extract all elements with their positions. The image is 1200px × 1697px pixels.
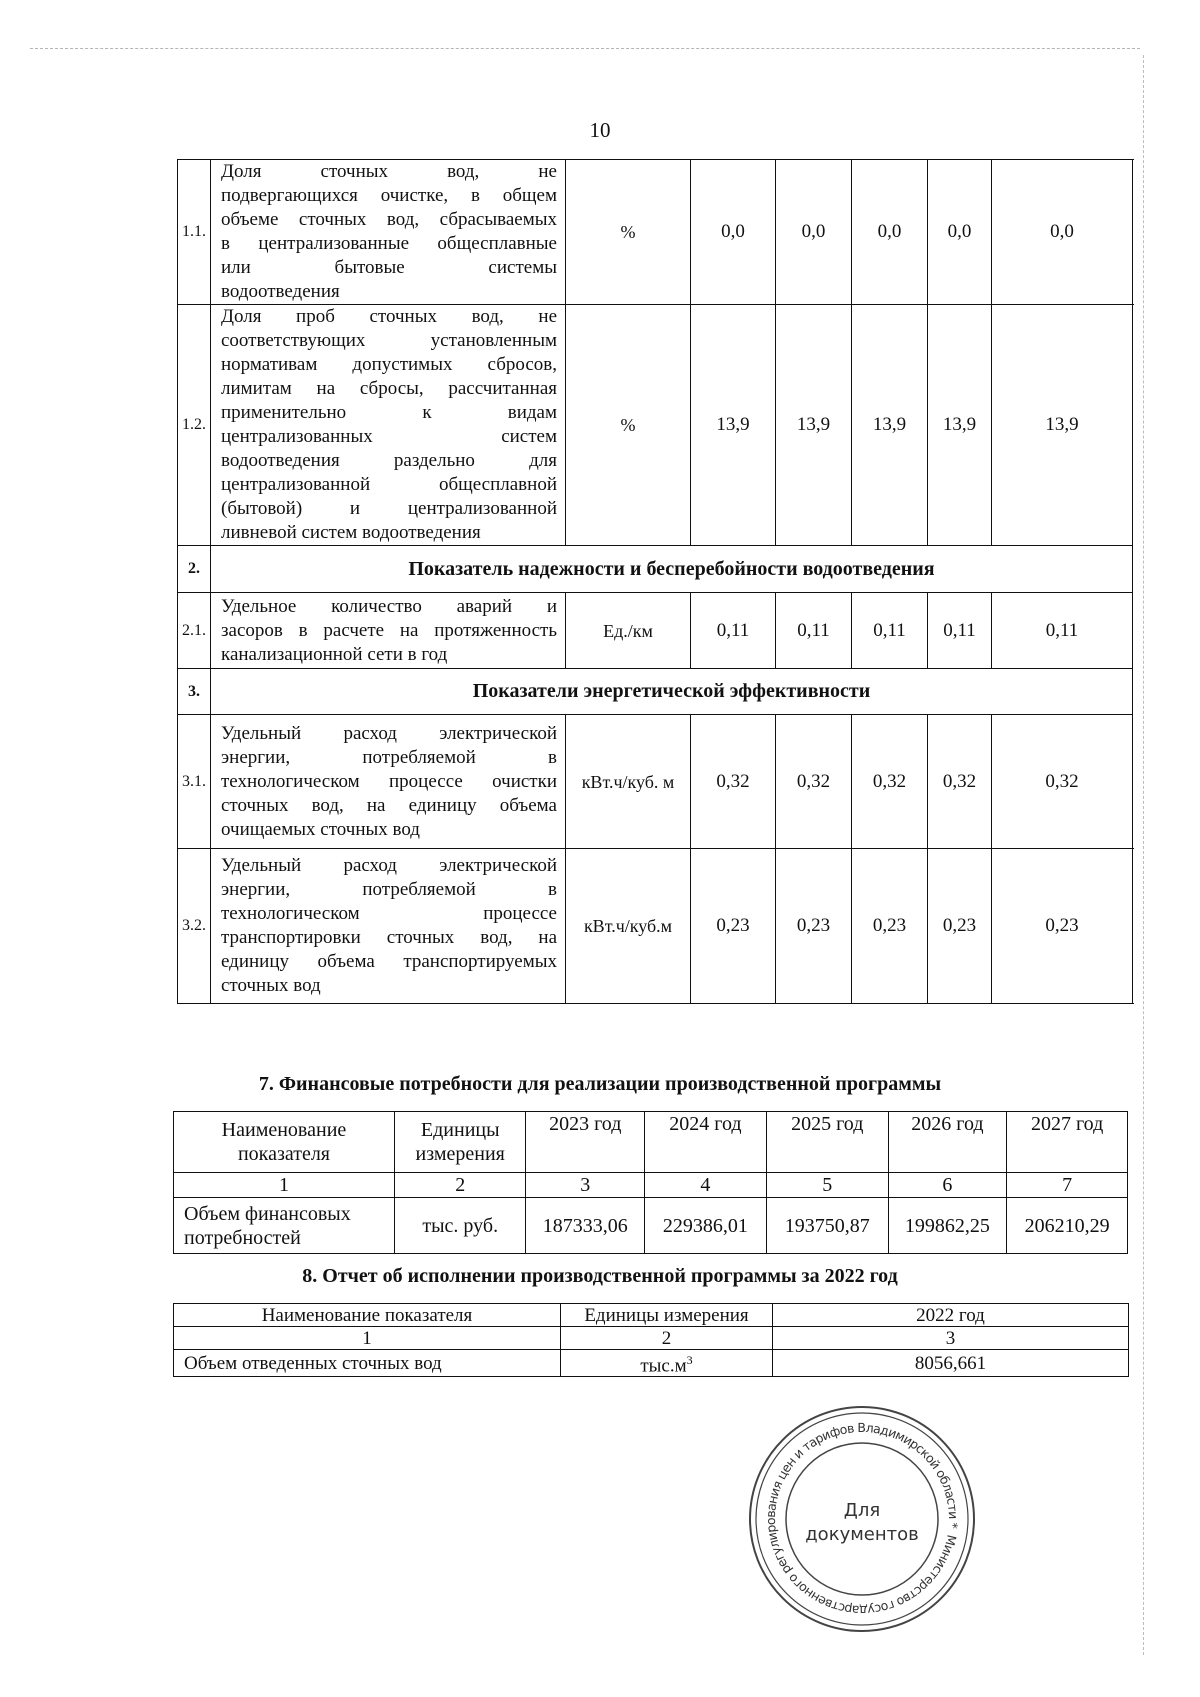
year-value: 0,11 bbox=[691, 593, 776, 669]
indicator-row bbox=[178, 160, 1133, 305]
finance-header-row bbox=[174, 1112, 1128, 1173]
section-row bbox=[178, 669, 1133, 715]
row-number: 3.2. bbox=[178, 849, 211, 1004]
row-number: 1.2. bbox=[178, 305, 211, 546]
year-value: 13,9 bbox=[691, 305, 776, 546]
description-line: единицу объема транспортируемых bbox=[221, 951, 557, 972]
description-line: канализационной сети в год bbox=[221, 643, 448, 665]
year-value: 193750,87 bbox=[766, 1198, 888, 1254]
header-cell: Наименование показателя bbox=[174, 1112, 395, 1173]
column-number: 4 bbox=[645, 1173, 767, 1198]
indicator-row bbox=[178, 715, 1133, 849]
year-value: 13,9 bbox=[992, 305, 1133, 546]
indicator-description bbox=[211, 849, 566, 1004]
year-value: 0,11 bbox=[852, 593, 928, 669]
description-line: лимитам на сбросы, рассчитанная bbox=[221, 378, 557, 399]
year-value: 13,9 bbox=[776, 305, 852, 546]
description-line: Удельный расход электрической bbox=[221, 855, 557, 876]
description-line: водоотведения раздельно для bbox=[221, 450, 557, 471]
description-line: очищаемых сточных вод bbox=[221, 818, 420, 840]
year-value: 0,23 bbox=[691, 849, 776, 1004]
row-value: 8056,661 bbox=[773, 1350, 1129, 1377]
column-number: 5 bbox=[766, 1173, 888, 1198]
indicator-row bbox=[178, 593, 1133, 669]
year-value: 0,23 bbox=[776, 849, 852, 1004]
header-cell: Наименование показателя bbox=[174, 1304, 561, 1327]
description-line: энергии, потребляемой в bbox=[221, 746, 557, 768]
description-line: Доля сточных вод, не bbox=[221, 161, 557, 182]
report-table bbox=[173, 1303, 1129, 1377]
indicators-table bbox=[177, 159, 1133, 1004]
year-value: 0,32 bbox=[852, 715, 928, 849]
year-value: 0,11 bbox=[928, 593, 992, 669]
indicator-description bbox=[211, 715, 566, 849]
description-line: сточных вод bbox=[221, 975, 321, 996]
year-value: 0,0 bbox=[852, 160, 928, 305]
description-line: технологическом процессе очистки bbox=[221, 770, 557, 792]
year-value: 0,11 bbox=[992, 593, 1133, 669]
description-line: в централизованные общесплавные bbox=[221, 233, 557, 254]
scan-edge-top bbox=[30, 48, 1140, 49]
description-line: сточных вод, на единицу объема bbox=[221, 794, 557, 816]
header-cell: 2024 год bbox=[645, 1112, 767, 1173]
header-cell: 2027 год bbox=[1007, 1112, 1128, 1173]
finance-data-row bbox=[174, 1198, 1128, 1254]
header-cell: Единицы измерения bbox=[561, 1304, 773, 1327]
description-line: транспортировки сточных вод, на bbox=[221, 927, 557, 948]
unit-cell: % bbox=[566, 305, 691, 546]
indicator-row bbox=[178, 305, 1133, 546]
unit-cell: Ед./км bbox=[566, 593, 691, 669]
description-line: или бытовые системы bbox=[221, 257, 557, 278]
description-line: (бытовой) и централизованной bbox=[221, 498, 557, 519]
section-title: Показатели энергетической эффективности bbox=[211, 669, 1133, 715]
description-line: Удельное количество аварий и bbox=[221, 595, 557, 617]
column-number: 3 bbox=[526, 1173, 645, 1198]
header-cell: 2026 год bbox=[888, 1112, 1007, 1173]
section-8-heading: 8. Отчет об исполнении производственной программы за 2022 год bbox=[302, 1265, 898, 1287]
column-number: 1 bbox=[174, 1327, 561, 1350]
row-number: 3.1. bbox=[178, 715, 211, 849]
column-number: 7 bbox=[1007, 1173, 1128, 1198]
column-number: 2 bbox=[561, 1327, 773, 1350]
header-cell: 2025 год bbox=[766, 1112, 888, 1173]
report-header-row bbox=[174, 1304, 1129, 1327]
indicator-description bbox=[211, 593, 566, 669]
description-line: Доля проб сточных вод, не bbox=[221, 306, 557, 327]
row-unit bbox=[561, 1350, 773, 1377]
report-number-row bbox=[174, 1327, 1129, 1350]
row-name: Объем финансовых потребностей bbox=[174, 1198, 395, 1254]
description-line: нормативам допустимых сбросов, bbox=[221, 354, 557, 375]
page-number: 10 bbox=[589, 118, 611, 142]
year-value: 0,23 bbox=[928, 849, 992, 1004]
description-line: Удельный расход электрической bbox=[221, 722, 557, 744]
year-value: 0,11 bbox=[776, 593, 852, 669]
year-value: 0,23 bbox=[992, 849, 1133, 1004]
indicator-row bbox=[178, 849, 1133, 1004]
stamp-center-line-2: документов bbox=[805, 1524, 919, 1545]
row-name: Объем отведенных сточных вод bbox=[174, 1350, 561, 1377]
row-number: 2.1. bbox=[178, 593, 211, 669]
description-line: водоотведения bbox=[221, 281, 340, 302]
official-stamp bbox=[746, 1403, 978, 1635]
year-value: 0,0 bbox=[992, 160, 1133, 305]
year-value: 0,0 bbox=[928, 160, 992, 305]
column-number: 2 bbox=[394, 1173, 526, 1198]
row-number: 1.1. bbox=[178, 160, 211, 305]
unit-cell: кВт.ч/куб.м bbox=[566, 849, 691, 1004]
description-line: централизованной общесплавной bbox=[221, 474, 557, 495]
scan-edge-right bbox=[1143, 55, 1144, 1655]
section-row bbox=[178, 546, 1133, 593]
year-value: 0,23 bbox=[852, 849, 928, 1004]
unit-superscript: 3 bbox=[686, 1353, 693, 1367]
year-value: 187333,06 bbox=[526, 1198, 645, 1254]
column-number: 1 bbox=[174, 1173, 395, 1198]
row-unit: тыс. руб. bbox=[394, 1198, 526, 1254]
year-value: 0,32 bbox=[691, 715, 776, 849]
description-line: энергии, потребляемой в bbox=[221, 879, 557, 900]
year-value: 0,32 bbox=[992, 715, 1133, 849]
year-value: 199862,25 bbox=[888, 1198, 1007, 1254]
description-line: централизованных систем bbox=[221, 426, 557, 447]
description-line: соответствующих установленным bbox=[221, 330, 557, 351]
finance-table bbox=[173, 1111, 1128, 1254]
unit-cell: % bbox=[566, 160, 691, 305]
year-value: 0,0 bbox=[691, 160, 776, 305]
report-data-row bbox=[174, 1350, 1129, 1377]
year-value: 0,32 bbox=[928, 715, 992, 849]
description-line: применительно к видам bbox=[221, 402, 557, 423]
section-title: Показатель надежности и бесперебойности водоотведения bbox=[211, 546, 1133, 593]
description-line: подвергающихся очистке, в общем bbox=[221, 185, 557, 206]
description-line: ливневой систем водоотведения bbox=[221, 522, 481, 543]
header-cell: 2023 год bbox=[526, 1112, 645, 1173]
description-line: технологическом процессе bbox=[221, 903, 557, 924]
unit-cell: кВт.ч/куб. м bbox=[566, 715, 691, 849]
column-number: 3 bbox=[773, 1327, 1129, 1350]
section-number: 2. bbox=[178, 546, 211, 593]
header-cell: 2022 год bbox=[773, 1304, 1129, 1327]
column-number: 6 bbox=[888, 1173, 1007, 1198]
indicator-description bbox=[211, 305, 566, 546]
description-line: засоров в расчете на протяженность bbox=[221, 619, 557, 641]
year-value: 13,9 bbox=[928, 305, 992, 546]
section-number: 3. bbox=[178, 669, 211, 715]
year-value: 0,0 bbox=[776, 160, 852, 305]
year-value: 0,32 bbox=[776, 715, 852, 849]
stamp-ring-text: Министерство государственного регулирования цен и тарифов Владимирской области * bbox=[762, 1419, 962, 1619]
year-value: 229386,01 bbox=[645, 1198, 767, 1254]
unit-base: тыс.м bbox=[640, 1355, 687, 1377]
stamp-center-line-1: Для bbox=[843, 1500, 881, 1521]
header-cell: Единицы измерения bbox=[394, 1112, 526, 1173]
finance-number-row bbox=[174, 1173, 1128, 1198]
year-value: 206210,29 bbox=[1007, 1198, 1128, 1254]
section-7-heading: 7. Финансовые потребности для реализации производственной программы bbox=[258, 1073, 942, 1095]
description-line: объеме сточных вод, сбрасываемых bbox=[221, 209, 557, 230]
indicator-description bbox=[211, 160, 566, 305]
year-value: 13,9 bbox=[852, 305, 928, 546]
